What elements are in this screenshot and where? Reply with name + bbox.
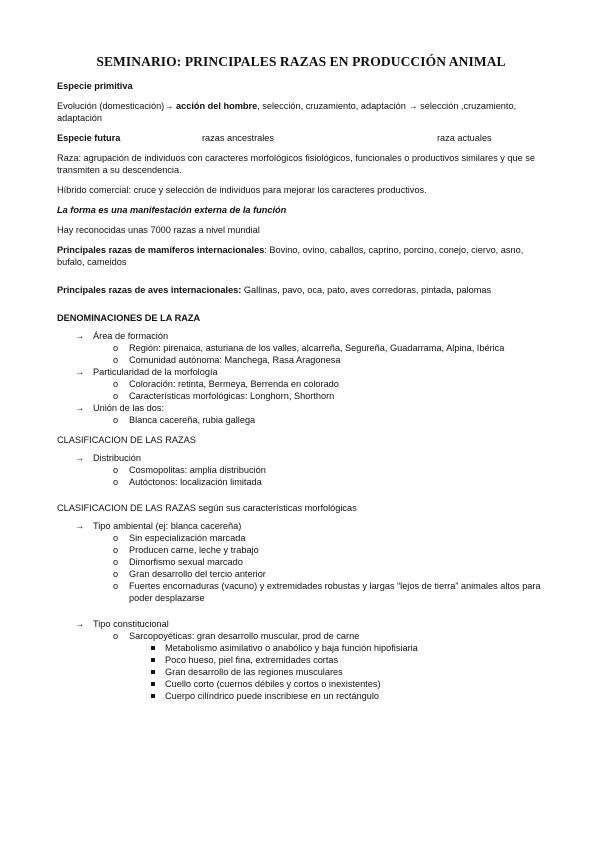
list-item: → Particularidad de la morfología o Coloración: retinta, Bermeya, Berrenda en colorado o Características morfológicas: Longhorn, Shorthorn	[57, 366, 545, 402]
square-bullet-icon	[151, 694, 155, 698]
spacer	[57, 304, 545, 312]
list-item: o Blanca cacereña, rubia gallega	[113, 415, 256, 425]
bullet-icon: o	[113, 581, 119, 591]
list-item: → Distribución o Cosmopolitas: amplia distribución o Autóctonos: localización limitada	[57, 452, 545, 488]
square-bullet-icon	[151, 646, 155, 650]
arrow-icon: →	[75, 453, 85, 463]
list-item: Cuerpo cilíndrico puede inscribiese en un rectángulo	[129, 690, 545, 702]
raza-definition: Raza: agrupación de individuos con caracteres morfológicos fisiológicos, funcionales o productivos similares y que se transmiten a su descendencia.	[57, 153, 535, 175]
list-item: o Dimorfismo sexual marcado	[113, 557, 243, 567]
list-item: Gran desarrollo de las regiones musculares	[129, 666, 545, 678]
list-item: Poco hueso, piel fina, extremidades cortas	[129, 654, 545, 666]
razas-ancestrales-label: razas ancestrales	[202, 133, 275, 143]
bullet-icon: o	[113, 391, 119, 401]
bullet-icon: o	[113, 379, 119, 389]
document-body	[57, 56, 545, 702]
forma-statement: La forma es una manifestación externa de la función	[57, 205, 287, 215]
bullet-icon: o	[113, 465, 119, 475]
clasificacion-heading: CLASIFICACION DE LAS RAZAS	[57, 435, 196, 445]
list-item: o Sin especialización marcada	[113, 533, 246, 543]
list-item: o Autóctonos: localización limitada	[113, 477, 262, 487]
mamiferos-paragraph: Principales razas de mamíferos internacionales: Bovino, ovino, caballos, caprino, porcino, conejo, ciervo, asno, bufalo, cameidos	[57, 245, 524, 267]
arrow-icon: →	[75, 367, 85, 377]
arrow-icon: →	[75, 619, 85, 629]
list-item: Metabolismo asimilativo o anabólico y baja función hipofisiaria	[129, 642, 545, 654]
bullet-icon: o	[113, 355, 119, 365]
list-item: → Unión de las dos: o Blanca cacereña, rubia gallega	[57, 402, 545, 426]
bullet-icon: o	[113, 569, 119, 579]
list-item: o Coloración: retinta, Bermeya, Berrenda en colorado	[113, 379, 339, 389]
denominaciones-list	[57, 330, 545, 426]
bullet-icon: o	[113, 415, 119, 425]
list-item: o Región: pirenaica, asturiana de los valles, alcarreña, Segureña, Guadarrama, Alpina, Ibérica	[113, 343, 505, 353]
bullet-icon: o	[113, 533, 119, 543]
raza-actuales-label: raza actuales	[437, 133, 492, 143]
list-item: Cuello corto (cuernos débiles y cortos o inexistentes)	[129, 678, 545, 690]
arrow-icon: →	[75, 521, 85, 531]
clasificacion-morfologica-heading: CLASIFICACION DE LAS RAZAS según sus características morfológicas	[57, 503, 357, 513]
clasificacion-morfologica-list	[57, 520, 545, 702]
especie-primitiva-heading: Especie primitiva	[57, 81, 133, 91]
list-item: o Comunidad autónoma: Manchega, Rasa Aragonesa	[113, 355, 341, 365]
list-item: o Gran desarrollo del tercio anterior	[113, 569, 266, 579]
spacer	[57, 276, 545, 284]
spacer	[57, 426, 545, 434]
aves-paragraph: Principales razas de aves internacionales: Gallinas, pavo, oca, pato, aves corredoras, pintada, palomas	[57, 285, 492, 295]
list-item: → Tipo constitucional o Sarcopoyéticas: gran desarrollo muscular, prod de carne Metabolismo asimilativo o anabólico y baja función hipofisiaria Poco hueso, piel fina, extremidades cortas Gran desarrollo de las regiones musculares Cuello corto (cuernos débiles y cortos o inexistentes) Cuerpo cilíndrico puede inscribiese en un rectángulo	[57, 618, 545, 702]
list-item: → Área de formación o Región: pirenaica, asturiana de los valles, alcarreña, Segureña, Guadarrama, Alpina, Ibérica o Comunidad autónoma: Manchega, Rasa Aragonesa	[57, 330, 545, 366]
reconocidas-statement: Hay reconocidas unas 7000 razas a nivel mundial	[57, 225, 260, 235]
bullet-icon: o	[113, 557, 119, 567]
bullet-icon: o	[113, 343, 119, 353]
especie-futura-row	[57, 132, 545, 144]
square-bullet-icon	[151, 658, 155, 662]
especie-futura-label: Especie futura	[57, 133, 121, 143]
list-item: o Producen carne, leche y trabajo	[113, 545, 259, 555]
square-bullet-icon	[151, 682, 155, 686]
page-title: SEMINARIO: PRINCIPALES RAZAS EN PRODUCCIÓN ANIMAL	[96, 54, 506, 69]
spacer	[57, 488, 545, 502]
denominaciones-heading: DENOMINACIONES DE LA RAZA	[57, 313, 201, 323]
list-item: o Sarcopoyéticas: gran desarrollo muscular, prod de carne Metabolismo asimilativo o anabólico y baja función hipofisiaria Poco hueso, piel fina, extremidades cortas Gran desarrollo de las regiones musculares Cuello corto (cuernos débiles y cortos o inexistentes) Cuerpo cilíndrico puede inscribiese en un rectángulo	[93, 630, 545, 702]
list-item: o Características morfológicas: Longhorn, Shorthorn	[113, 391, 335, 401]
square-bullet-icon	[151, 670, 155, 674]
bullet-icon: o	[113, 477, 119, 487]
arrow-icon: →	[75, 331, 85, 341]
list-item: o Fuertes encornaduras (vacuno) y extremidades robustas y largas “lejos de tierra” animales altos para poder desplazarse	[113, 581, 541, 603]
arrow-icon: →	[75, 403, 85, 413]
evolucion-paragraph: Evolución (domesticación)→ acción del hombre, selección, cruzamiento, adaptación → selección ,cruzamiento, adaptación	[57, 101, 517, 123]
clasificacion-list	[57, 452, 545, 488]
bullet-icon: o	[113, 545, 119, 555]
list-item: o Cosmopolitas: amplia distribución	[113, 465, 266, 475]
hibrido-definition: Híbrido comercial: cruce y selección de individuos para mejorar los caracteres productivos.	[57, 185, 427, 195]
list-item: → Tipo ambiental (ej: blanca cacereña) o Sin especialización marcada o Producen carne, leche y trabajo o Dimorfismo sexual marcado o Gran desarrollo del tercio anterior o Fuertes encornaduras (vacuno) y extremidades robustas y largas “lejos de tierra” animales altos para poder desplazarse	[57, 520, 545, 604]
bullet-icon: o	[113, 631, 119, 641]
